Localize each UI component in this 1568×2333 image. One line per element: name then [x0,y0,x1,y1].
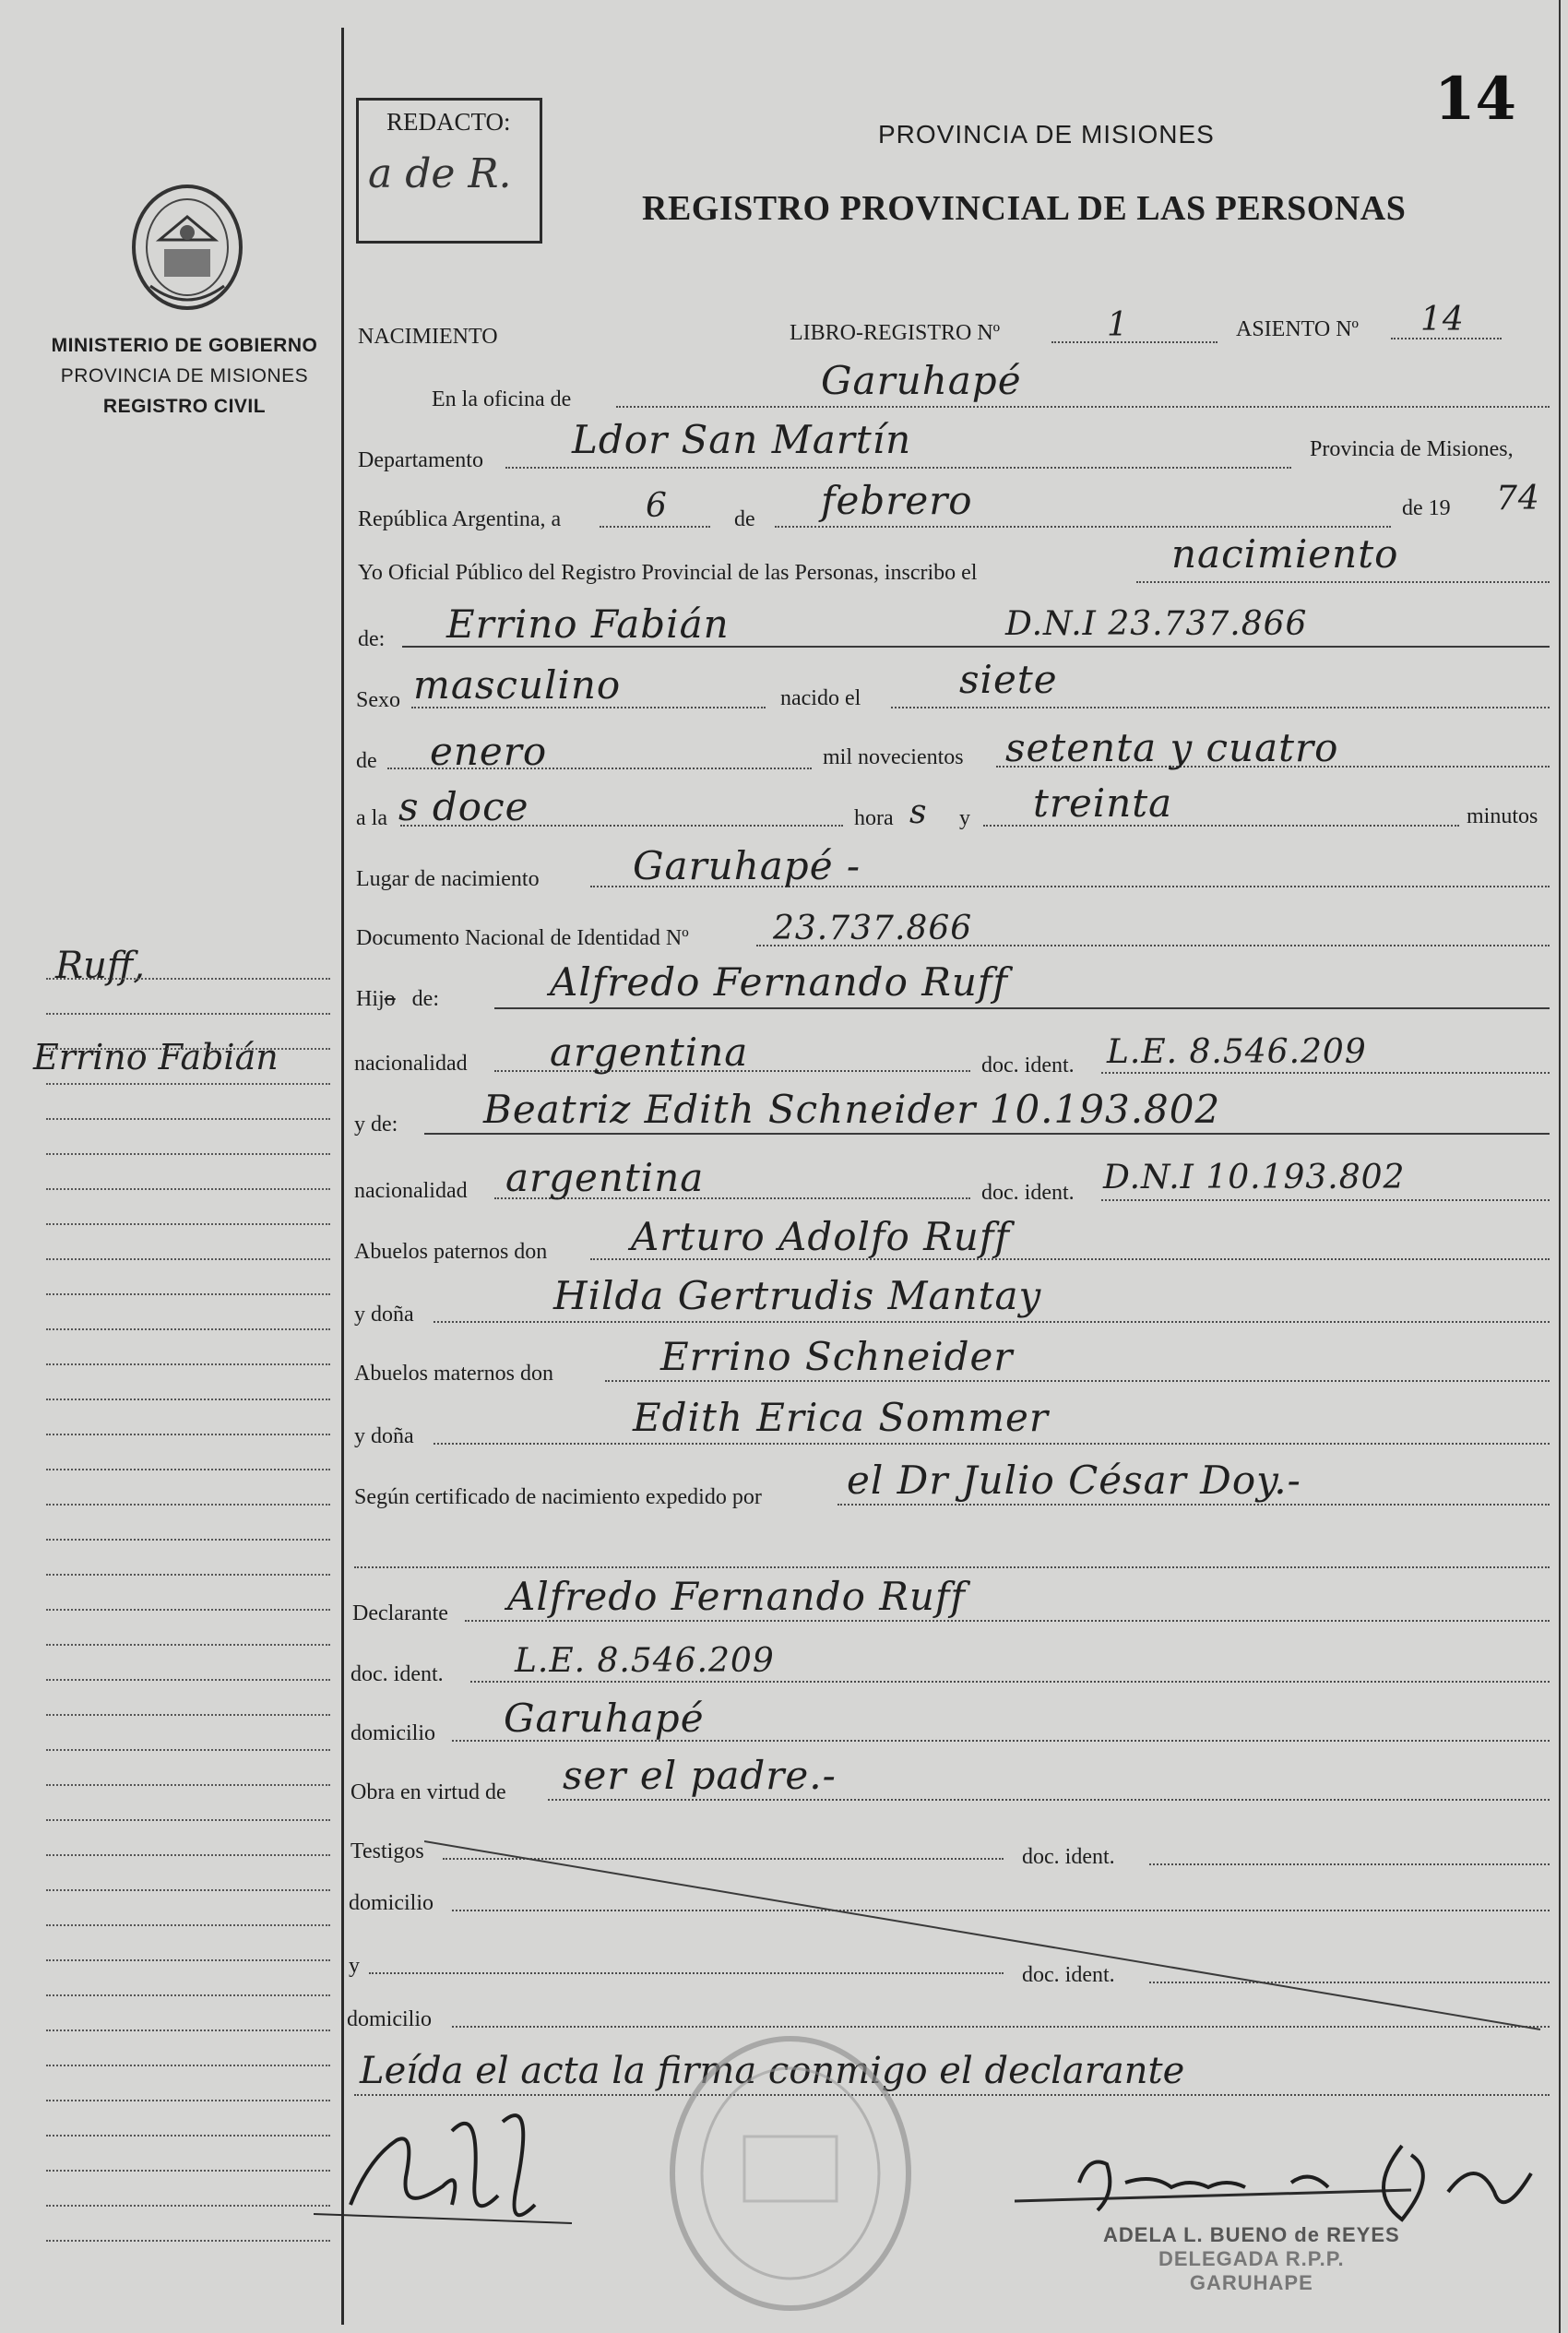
domicilio-value: Garuhapé [504,1696,705,1741]
margin-line [46,1118,330,1120]
province-seal [127,175,247,314]
de2-label: de [356,749,377,773]
obra-line [548,1799,1550,1801]
declarante-line [465,1620,1550,1622]
nombre-value: Errino Fabián [446,601,730,647]
declarante-signature-text [378,2149,384,2150]
nacionalidad-madre-label: nacionalidad [354,1179,468,1203]
nacido-label: nacido el [780,686,861,710]
margin-line [46,978,330,980]
margin-line [46,1399,330,1400]
declarante-signature [314,2103,581,2242]
leida-value: Leída el acta la firma conmigo el declarante [360,2050,1185,2092]
de-colon-label: de: [358,627,386,651]
dia-value: 6 [646,487,668,525]
docident-padre-label: doc. ident. [981,1053,1075,1077]
alas-label: a la [356,806,387,830]
margin-surname: Ruff, [55,945,145,987]
margin-line [46,2135,330,2137]
margin-line [46,1293,330,1295]
margin-line [46,1363,330,1365]
margin-line [46,1994,330,1996]
nac-madre-value: argentina [505,1155,705,1200]
departamento-line [505,467,1291,469]
abuelos-maternos-label: Abuelos maternos don [354,1362,553,1386]
horas-suffix: s [909,793,928,831]
margin-line [46,1854,330,1856]
doc-decl-line [470,1681,1550,1683]
obra-value: ser el padre.- [563,1753,837,1798]
oficina-value: Garuhapé [821,358,1022,403]
margin-line [46,2170,330,2172]
republica-label: República Argentina, a [358,507,562,531]
documento-label: Documento Nacional de Identidad Nº [356,926,689,950]
madre-line [424,1133,1550,1135]
margin-line [46,2029,330,2031]
margin-line [46,1889,330,1891]
margin-line [46,1223,330,1225]
mil-label: mil novecientos [823,745,964,769]
margin-line [46,1819,330,1821]
doc-padre-value: L.E. 8.546.209 [1107,1033,1367,1071]
abuelo-mat-line [605,1380,1550,1382]
docident-madre-label: doc. ident. [981,1181,1075,1205]
declarante-value: Alfredo Fernando Ruff [507,1574,966,1619]
y-label: y [959,806,970,830]
doc-decl-value: L.E. 8.546.209 [515,1642,775,1680]
nacimiento-label: NACIMIENTO [358,325,498,349]
right-border [1559,0,1561,2333]
margin-line [46,1153,330,1155]
inscribo-value: nacimiento [1171,531,1399,577]
margin-line [46,1609,330,1611]
lugar-label: Lugar de nacimiento [356,867,540,891]
asiento-value: 14 [1420,301,1465,339]
doc-madre-line [1101,1199,1550,1201]
declarante-label: Declarante [352,1601,448,1625]
doc-madre-value: D.N.I 10.193.802 [1103,1159,1406,1196]
column-divider [341,28,344,2325]
margin-line [46,1749,330,1751]
hijo-strike: o [384,987,396,1011]
yde-label: y de: [354,1113,398,1137]
leida-line [354,2094,1550,2096]
margin-line [46,1013,330,1015]
padre-value: Alfredo Fernando Ruff [550,959,1008,1005]
doc-padre-line [1101,1072,1550,1074]
margin-line [46,1504,330,1506]
oficina-label: En la oficina de [432,387,572,411]
margin-line [46,1083,330,1085]
margin-line [46,1679,330,1681]
docident-testigo-label: doc. ident. [1022,1845,1115,1869]
page-number: 14 [1434,65,1517,134]
domicilio-testigo2-label: domicilio [347,2007,432,2031]
domicilio-testigo-label: domicilio [349,1891,434,1915]
mes-line [775,526,1391,528]
obra-label: Obra en virtud de [350,1780,506,1804]
departamento-label: Departamento [358,448,483,472]
domicilio-label: domicilio [350,1721,435,1745]
mes-value: febrero [821,478,973,523]
registry-title: REGISTRO PROVINCIAL DE LAS PERSONAS [642,189,1407,228]
oficial-text: Yo Oficial Público del Registro Provincial de las Personas, inscribo el [358,561,978,585]
abuela-pat-line [434,1321,1550,1323]
sexo-value: masculino [413,662,622,708]
lugar-value: Garuhapé - [633,843,861,888]
margin-line [46,1714,330,1716]
ydona-pat-label: y doña [354,1303,414,1327]
madre-value: Beatriz Edith Schneider 10.193.802 [483,1087,1221,1132]
y-testigo-label: y [349,1954,360,1978]
redacto-label: REDACTO: [386,108,511,136]
margin-line [46,2065,330,2066]
ministry-line-3: REGISTRO CIVIL [102,396,267,417]
abuelos-paternos-label: Abuelos paternos don [354,1240,548,1264]
redacto-value: a de R. [368,150,512,197]
margin-line [46,1644,330,1646]
documento-value: 23.737.866 [773,910,973,947]
ministry-header [37,330,332,422]
margin-given-name: Errino Fabián [33,1037,279,1077]
provincia-suffix: Provincia de Misiones, [1310,437,1514,461]
minutos-value: treinta [1033,780,1173,826]
hijo-suffix: de: [411,987,439,1011]
margin-line [46,1048,330,1050]
stamp-line-3: GARUHAPE [1189,2271,1313,2294]
ministry-line-1: MINISTERIO DE GOBIERNO [51,335,318,356]
ministry-line-2: PROVINCIA DE MISIONES [60,365,309,387]
nacido-value: siete [959,657,1058,702]
stamp-line-1: ADELA L. BUENO de REYES [1103,2223,1400,2246]
margin-line [46,1188,330,1190]
margin-line [46,1469,330,1470]
de-label: de [734,507,755,531]
abuela-mat-value: Edith Erica Sommer [633,1395,1049,1440]
libro-line [1051,341,1218,343]
margin-line [46,1574,330,1576]
margin-line [46,2100,330,2101]
nacido-line [891,707,1550,708]
departamento-value: Ldor San Martín [572,417,912,462]
abuelo-pat-value: Arturo Adolfo Ruff [631,1214,1010,1259]
margin-line [46,1258,330,1260]
oficina-line [616,406,1550,408]
ydona-mat-label: y doña [354,1424,414,1448]
testigos-label: Testigos [350,1839,424,1863]
margin-line [46,1784,330,1786]
minutos-label: minutos [1467,804,1538,828]
docident-testigo2-label: doc. ident. [1022,1963,1115,1987]
asiento-label: ASIENTO Nº [1236,317,1359,341]
dia-line [600,526,710,528]
horas-label: hora [854,806,894,830]
official-stamp [657,2026,924,2321]
margin-line [46,2240,330,2242]
abuela-mat-line [434,1443,1550,1445]
nacionalidad-padre-label: nacionalidad [354,1052,468,1076]
anio-label: de 19 [1402,496,1451,520]
doc-decl-label: doc. ident. [350,1662,444,1686]
anio-value: 74 [1496,480,1540,518]
dni-inline-value: D.N.I 23.737.866 [1005,605,1308,643]
margin-line [46,1328,330,1330]
abuela-pat-value: Hilda Gertrudis Mantay [553,1273,1042,1318]
margin-line [46,1959,330,1961]
hijo-label-text: Hij [356,987,385,1011]
nac-padre-value: argentina [550,1030,749,1075]
segun-value: el Dr Julio César Doy.- [847,1458,1301,1503]
province-heading-text: PROVINCIA DE MISIONES [878,120,1215,149]
libro-value: 1 [1107,306,1129,344]
padre-line [494,1007,1550,1009]
anio-nac-value: setenta y cuatro [1005,725,1339,770]
oficial-signature-text [1107,2159,1131,2160]
segun-label: Según certificado de nacimiento expedido por [354,1485,762,1509]
stamp-line-2: DELEGADA R.P.P. [1158,2247,1345,2270]
sexo-label: Sexo [356,688,400,712]
margin-line [46,1434,330,1435]
abuelo-mat-value: Errino Schneider [660,1334,1014,1379]
margin-line [46,1924,330,1926]
hijo-label [356,987,439,1012]
segun-line-2 [354,1566,1550,1568]
testigos-strike-line [424,1836,1550,2039]
hora-value: s doce [398,784,529,829]
margin-line [46,1539,330,1541]
mes-nac-value: enero [430,729,548,774]
inscribo-line [1136,581,1550,583]
libro-label: LIBRO-REGISTRO Nº [790,321,1001,345]
redacto-box [356,98,542,244]
oficial-stamp-text [1103,2223,1400,2295]
segun-line [837,1504,1550,1506]
margin-line [46,2205,330,2207]
